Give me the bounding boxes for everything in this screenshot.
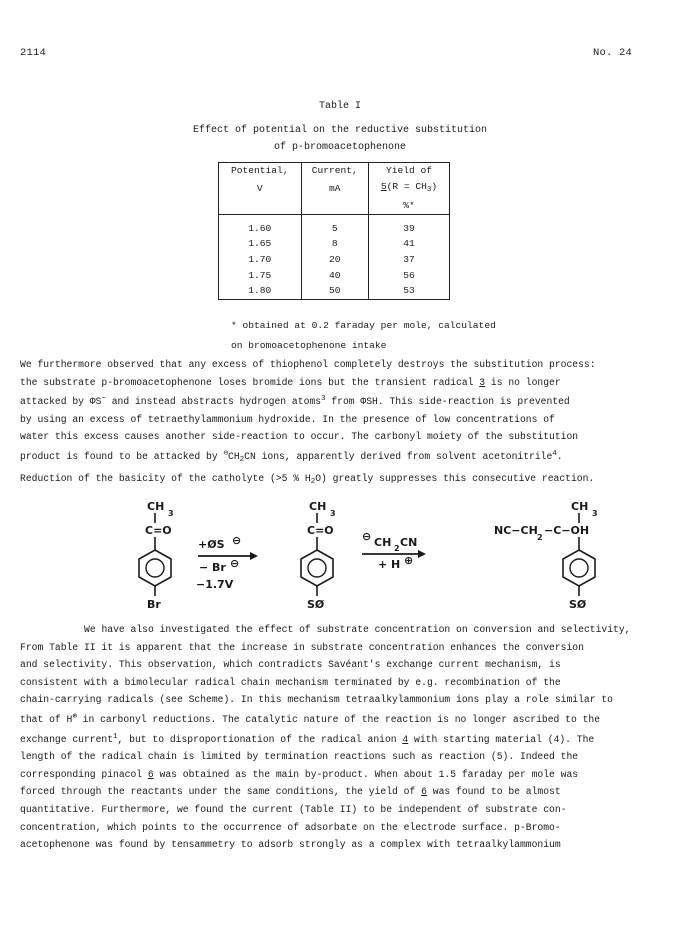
text-line: and selectivity. This observation, which contradicts Savéant's exchange current mechanism, is (20, 659, 561, 671)
table-row (219, 283, 450, 299)
text-line: chain-carrying radicals (see Scheme). In this mechanism tetraalkylammonium ions play a role similar to (20, 694, 613, 706)
charge-label: ⊖ (232, 534, 242, 547)
cell-potential: 1.70 (219, 252, 302, 268)
compound-formula-close: ) (431, 180, 438, 192)
reagent-cyanomethyl: CH (374, 536, 392, 549)
text-line: attacked by ΦS− and instead abstracts hydrogen atoms$^3$ from ΦSH. This side-reaction is prevented (20, 395, 570, 408)
text-line: corresponding pinacol 6 was obtained as the main by-product. When about 1.5 faraday per mole was (20, 768, 579, 780)
body-paragraph (20, 356, 655, 491)
reference-mark: 3 (321, 395, 326, 404)
text-line: exchange current$^1$, but to disproportionation of the radical anion 4 with starting material (4). The (20, 732, 595, 745)
data-table (218, 162, 450, 300)
cell-current: 50 (301, 283, 368, 299)
subscript: 3 (426, 185, 432, 194)
table-header-row (219, 163, 450, 179)
cell-yield: 53 (368, 283, 449, 299)
methyl-subscript: 3 (168, 509, 174, 518)
reagent-thiophenoxide: +ØS (198, 538, 225, 551)
cell-potential: 1.60 (219, 221, 302, 237)
product-formula-left: NC−CH (494, 524, 538, 537)
header-yield: Yield of (368, 163, 449, 179)
charge-label: ⊕ (404, 554, 414, 567)
subscript: 2 (394, 544, 400, 553)
potential-label: −1.7V (196, 578, 234, 591)
text-line: We have also investigated the effect of substrate concentration on conversion and selectivity, (84, 624, 631, 635)
text-line: Reduction of the basicity of the catholyte (>5 % $H_2O$) greatly suppresses this consecutive reaction. (20, 472, 595, 486)
reaction-arrow-2 (362, 530, 426, 571)
compound-side-product (494, 500, 598, 611)
compound-bromoacetophenone (139, 500, 174, 611)
cell-current: 8 (301, 236, 368, 252)
thiophenyl-label: SØ (307, 598, 325, 611)
table-caption-line: of p-bromoacetophenone (273, 142, 407, 153)
compound-number: 6 (421, 786, 427, 798)
charge-label: ⊖ (230, 557, 240, 570)
issue-number: No. 24 (592, 47, 632, 59)
methyl-label: CH (309, 500, 327, 513)
cell-potential: 1.80 (219, 283, 302, 299)
header-current: Current, (301, 163, 368, 179)
methyl-label: CH (571, 500, 589, 513)
leaving-group-bromide: − Br (199, 561, 226, 574)
table-title: Table I (318, 101, 361, 112)
reaction-arrow-1 (196, 534, 258, 591)
text-line: We furthermore observed that any excess of thiophenol completely destroys the substitution process: (20, 359, 596, 370)
methyl-subscript: 3 (330, 509, 336, 518)
table-row (219, 236, 450, 252)
text-line: water this excess causes another side-reaction to occur. The carbonyl moiety of the substitution (20, 431, 579, 443)
methyl-label: CH (147, 500, 165, 513)
compound-substitution-product (301, 500, 336, 611)
table-row (219, 268, 450, 284)
subscript: 2 (537, 533, 543, 542)
header-yield-compound (368, 179, 449, 199)
benzene-ring (301, 550, 333, 586)
cell-yield: 56 (368, 268, 449, 284)
cell-yield: 37 (368, 252, 449, 268)
product-formula-right: −C−OH (544, 524, 590, 537)
charge-label: ⊖ (362, 530, 372, 543)
text-line: quantitative. Furthermore, we found the current (Table II) to be independent of substrate con- (20, 803, 567, 815)
header-yield-unit: %* (368, 198, 449, 214)
cell-yield: 39 (368, 221, 449, 237)
carbonyl-label: C=O (307, 524, 334, 537)
reagent-proton: + H (378, 558, 401, 571)
cell-potential: 1.75 (219, 268, 302, 284)
cell-potential: 1.65 (219, 236, 302, 252)
table-footnote: on bromoacetophenone intake (231, 340, 387, 351)
text-line: by using an excess of tetraethylammonium hydroxide. In the presence of low concentrations of (20, 413, 555, 425)
table-caption-line: Effect of potential on the reductive substitution (192, 125, 488, 136)
table-header-row (219, 198, 450, 214)
text-line: acetophenone was found by tensammetry to adsorb strongly as a complex with tetraalkylammonium (20, 839, 561, 851)
text-line: consistent with a bimolecular radical chain mechanism terminated by e.g. recombination of the (20, 676, 561, 688)
header-potential: Potential, (219, 163, 302, 179)
text-line: product is found to be attacked by $^⊖CH_2CN$ ions, apparently derived from solvent acetonitrile$^4$. (20, 449, 563, 464)
text-line: concentration, which points to the occurrence of adsorbate on the electrode surface. p-Bromo- (20, 821, 561, 833)
compound-number: 5 (380, 180, 387, 192)
table-row (219, 221, 450, 237)
compound-number: 4 (402, 733, 409, 745)
benzene-ring (139, 550, 171, 586)
reference-mark: 4 (552, 449, 557, 458)
page-number: 2114 (20, 47, 47, 59)
compound-number: 3 (479, 376, 486, 388)
thiophenyl-label: SØ (569, 598, 587, 611)
compound-number: 6 (147, 768, 154, 780)
text-line: From Table II it is apparent that the increase in substrate concentration enhances the conversion (20, 641, 584, 653)
cell-current: 20 (301, 252, 368, 268)
header-potential-unit: V (219, 179, 302, 199)
table-footnote: * obtained at 0.2 faraday per mole, calculated (231, 320, 496, 331)
body-paragraph (20, 621, 655, 854)
text-line: the substrate p-bromoacetophenone loses bromide ions but the transient radical 3 is no longer (20, 376, 561, 388)
reference-mark: 1 (113, 732, 118, 741)
bromine-label: Br (147, 598, 161, 611)
cell-current: 5 (301, 221, 368, 237)
cell-yield: 41 (368, 236, 449, 252)
text-line: that of H⊕ in carbonyl reductions. The catalytic nature of the reaction is no longer ascribed to the (20, 712, 601, 725)
text-line: forced through the reactants under the same conditions, the yield of 6 was found to be almost (20, 786, 561, 798)
table-row (219, 252, 450, 268)
header-current-unit: mA (301, 179, 368, 199)
reagent-cyanomethyl-end: CN (400, 536, 418, 549)
reaction-scheme (0, 490, 680, 615)
methyl-subscript: 3 (592, 509, 598, 518)
carbonyl-label: C=O (145, 524, 172, 537)
text-line: length of the radical chain is limited by termination reactions such as reaction (5). Indeed the (20, 751, 579, 763)
compound-formula: (R = CH (386, 180, 427, 192)
benzene-ring (563, 550, 595, 586)
table-header-row (219, 179, 450, 199)
cell-current: 40 (301, 268, 368, 284)
